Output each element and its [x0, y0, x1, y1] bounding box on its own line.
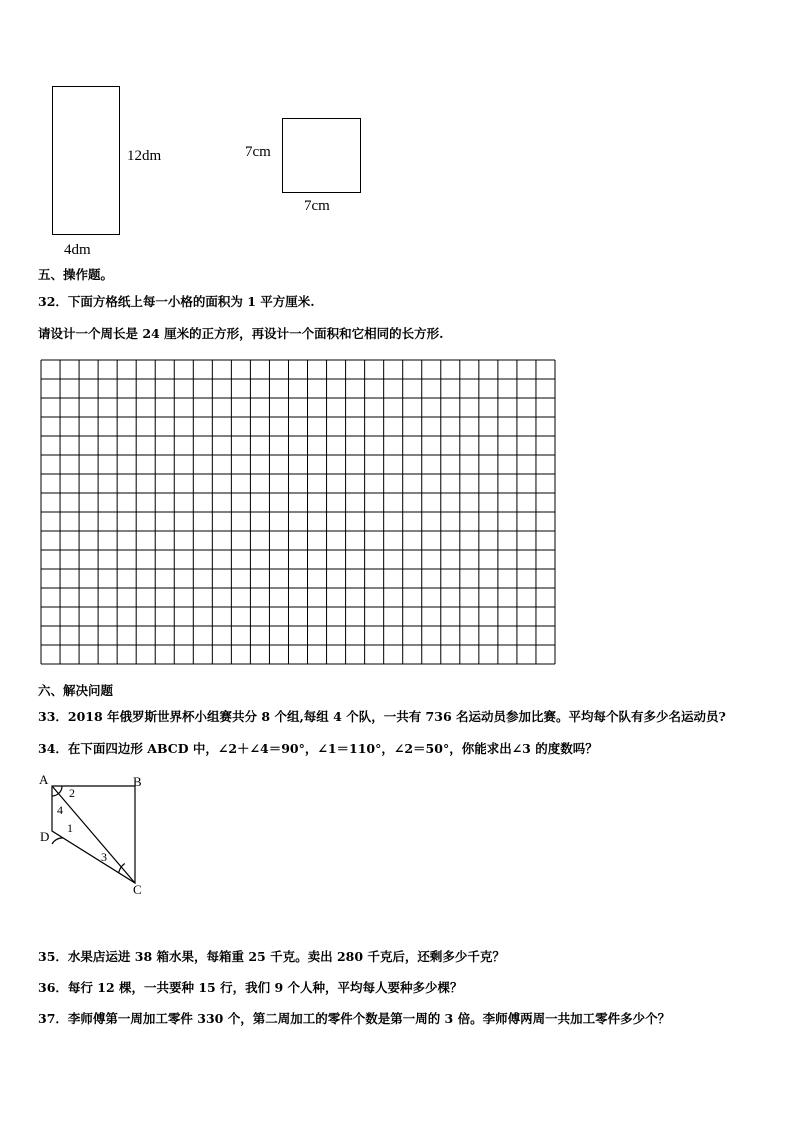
question-32-line-2: 请设计一个周长是 24 厘米的正方形，再设计一个面积和它相同的长方形. [38, 326, 444, 341]
angle-1-label: 1 [67, 821, 73, 835]
angle-4-arc [52, 794, 59, 796]
square-left-label: 7cm [245, 144, 271, 160]
section-5-heading: 五、操作题。 [38, 267, 114, 282]
question-34: 34．在下面四边形 ABCD 中，∠2＋∠4＝90°，∠1＝110°，∠2＝50°，你能求出∠3 的度数吗？ [38, 741, 598, 756]
vertex-c-label: C [133, 882, 142, 897]
rectangle-height-label: 12dm [127, 148, 162, 164]
rectangle-figure [52, 86, 120, 235]
vertex-a-label: A [39, 772, 49, 787]
question-37: 37．李师傅第一周加工零件 330 个，第二周加工的零件个数是第一周的 3 倍。李师傅两周一共加工零件多少个？ [38, 1011, 671, 1026]
angle-2-arc [59, 786, 63, 794]
grid-paper [40, 359, 556, 665]
question-36: 36．每行 12 棵，一共要种 15 行，我们 9 个人种，平均每人要种多少棵？ [38, 980, 463, 995]
rectangle-width-label: 4dm [64, 242, 91, 258]
question-32-line-1: 32．下面方格纸上每一小格的面积为 1 平方厘米. [38, 294, 315, 309]
angle-1-arc [52, 838, 63, 844]
angle-2-label: 2 [69, 786, 75, 800]
vertex-b-label: B [133, 774, 142, 789]
square-bottom-label: 7cm [304, 198, 330, 214]
section-6-heading: 六、解决问题 [38, 683, 114, 698]
quadrilateral-abcd-diagram [30, 770, 160, 900]
square-figure [282, 118, 361, 193]
question-35: 35．水果店运进 38 箱水果，每箱重 25 千克。卖出 280 千克后，还剩多少千克？ [38, 949, 505, 964]
question-33: 33．2018 年俄罗斯世界杯小组赛共分 8 个组,每组 4 个队，一共有 736 名运动员参加比赛。平均每个队有多少名运动员? [38, 709, 726, 724]
angle-4-label: 4 [57, 803, 63, 817]
angle-3-label: 3 [101, 850, 107, 864]
diagonal-ac [52, 786, 135, 883]
vertex-d-label: D [40, 829, 50, 844]
